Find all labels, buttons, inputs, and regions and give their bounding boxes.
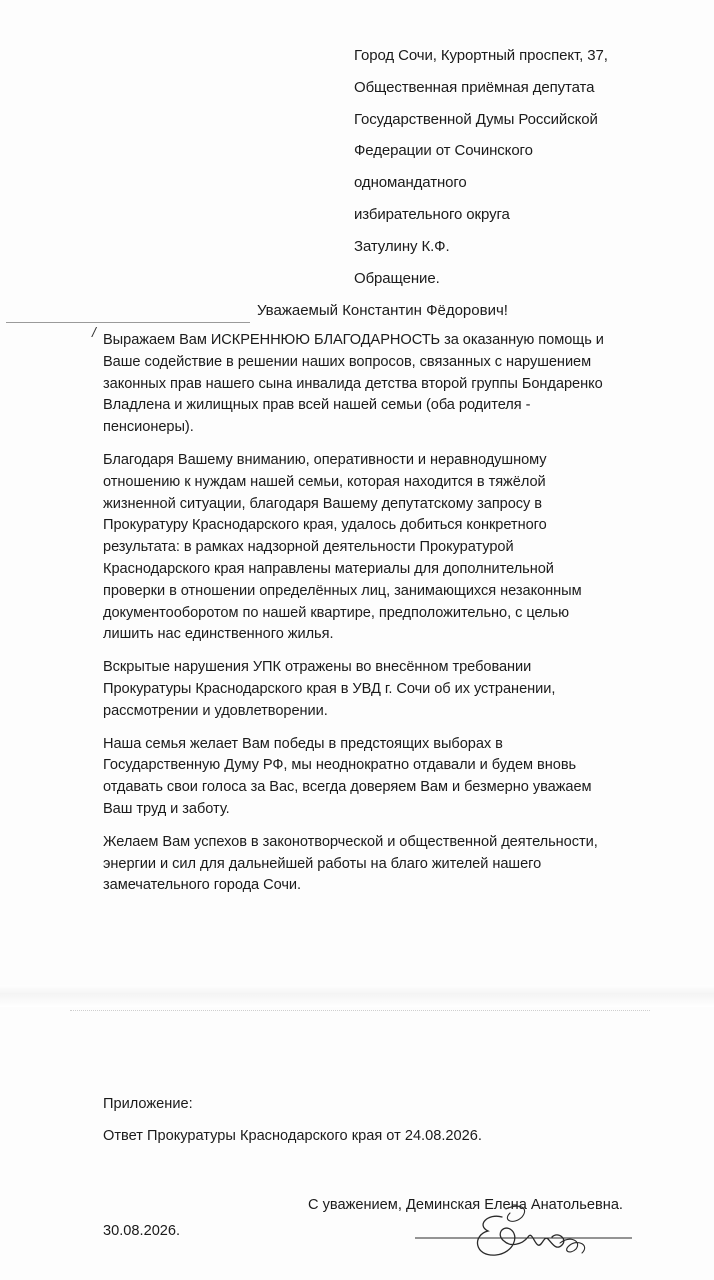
closing-regards: С уважением, Деминская Елена Анатольевна. — [308, 1197, 623, 1213]
text-line: Вскрытые нарушения УПК отражены во внесённом требовании — [103, 659, 532, 676]
address-line: Федерации от Сочинского — [354, 142, 533, 160]
text-line: документооборотом по нашей квартире, предположительно, с целью — [103, 604, 570, 621]
text-line: лишить нас единственного жилья. — [103, 626, 334, 643]
appendix-title: Приложение: — [103, 1096, 193, 1112]
margin-rule — [6, 322, 250, 323]
address-line: Государственной Думы Российской — [354, 110, 598, 128]
text-line: результата: в рамках надзорной деятельности Прокуратурой — [103, 539, 514, 556]
text-line: Желаем Вам успехов в законотворческой и общественной деятельности, — [103, 833, 598, 850]
paragraph-result — [103, 450, 693, 646]
text-line: жизненной ситуации, благодаря Вашему депутатскому запросу в — [103, 495, 543, 512]
text-line: Прокуратуру Краснодарского края, удалось добиться конкретного — [103, 517, 547, 534]
text-line: рассмотрении и удовлетворении. — [103, 702, 328, 719]
letter-body — [103, 330, 693, 908]
paragraph-violations — [103, 657, 693, 722]
text-line: пенсионеры). — [103, 419, 194, 436]
text-line: Прокуратуры Краснодарского края в УВД г. Сочи об их устранении, — [103, 680, 556, 697]
paragraph-wishes — [103, 832, 693, 897]
address-line: избирательного округа — [354, 205, 510, 223]
text-line: Выражаем Вам ИСКРЕННЮЮ БЛАГОДАРНОСТЬ за оказанную помощь и — [103, 332, 604, 348]
text-line: Наша семья желает Вам победы в предстоящих выборах в — [103, 735, 503, 752]
text-line: замечательного города Сочи. — [103, 877, 302, 894]
paragraph-elections — [103, 734, 693, 821]
text-line: Ваше содействие в решении наших вопросов, связанных с нарушением — [103, 353, 592, 370]
text-line: проверки в отношении определённых лиц, занимающихся незаконным — [103, 582, 582, 599]
text-line: отношению к нуждам нашей семьи, которая находится в тяжёлой — [103, 473, 546, 490]
appendix-item: Ответ Прокуратуры Краснодарского края от 24.08.2026. — [103, 1128, 482, 1144]
appendix-block — [103, 1094, 482, 1147]
salutation: Уважаемый Константин Фёдорович! — [257, 302, 508, 319]
handwritten-signature — [410, 1195, 650, 1270]
text-line: Государственную Думу РФ, мы неоднократно отдавали и будем вновь — [103, 757, 577, 774]
document-type-line: Обращение. — [354, 269, 440, 287]
text-line: Ваш труд и заботу. — [103, 800, 230, 817]
scan-artifact — [70, 1010, 650, 1021]
address-line: Общественная приёмная депутата — [354, 78, 595, 96]
text-line: Владлена и жилищных прав всей нашей семьи (оба родителя - — [103, 397, 531, 414]
text-line: Краснодарского края направлены материалы для дополнительной — [103, 560, 554, 577]
text-line: энергии и сил для дальнейшей работы на благо жителей нашего — [103, 855, 542, 872]
address-line: одномандатного — [354, 174, 467, 192]
margin-pen-mark: / — [92, 324, 96, 340]
scan-page-break — [0, 985, 714, 1007]
text-line: отдавать свои голоса за Вас, всегда доверяем Вам и безмерно уважаем — [103, 779, 592, 796]
address-line: Город Сочи, Курортный проспект, 37, — [354, 47, 608, 64]
text-line: законных прав нашего сына инвалида детства второй группы Бондаренко — [103, 375, 603, 392]
recipient-address-block — [354, 40, 684, 294]
letter-date: 30.08.2026. — [103, 1223, 181, 1239]
text-line: Благодаря Вашему вниманию, оперативности и неравнодушному — [103, 451, 547, 468]
paragraph-gratitude — [103, 330, 693, 439]
address-line: Затулину К.Ф. — [354, 237, 450, 255]
